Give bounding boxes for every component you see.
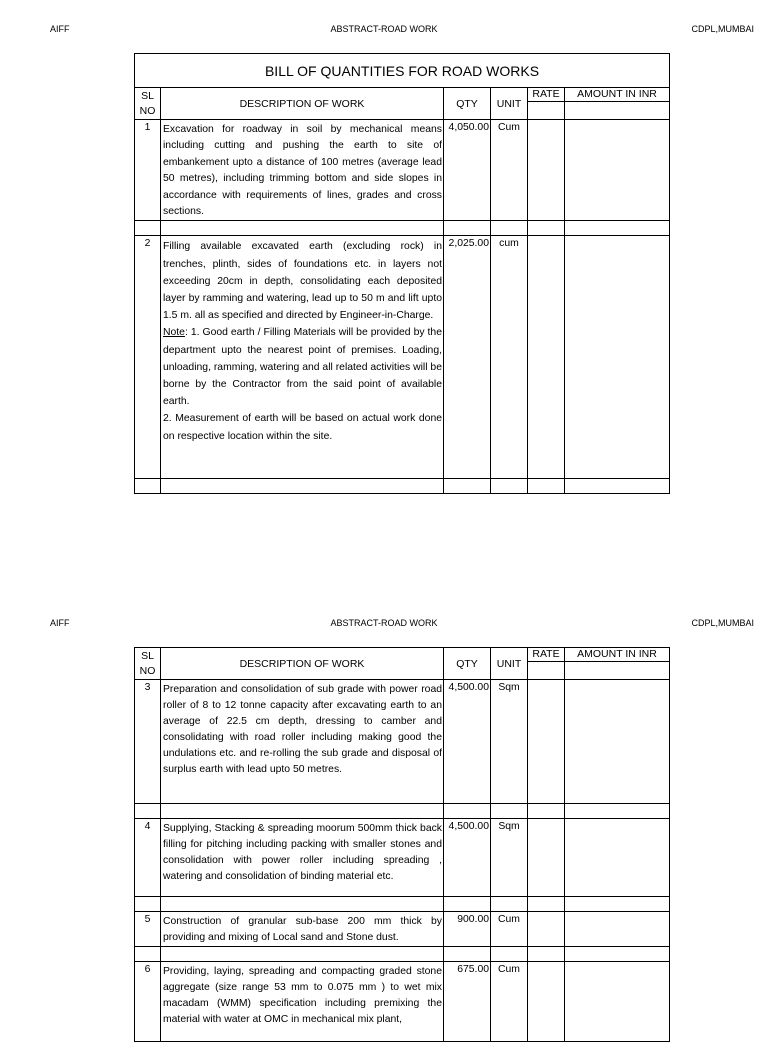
item-sl: 1 bbox=[135, 120, 161, 221]
item-qty: 4,050.00 bbox=[444, 120, 491, 221]
item-unit: Cum bbox=[491, 120, 528, 221]
col-sl-no: SL NO bbox=[135, 648, 161, 680]
header-left: AIFF bbox=[50, 618, 70, 628]
item-description: Providing, laying, spreading and compacting graded stone aggregate (size range 53 mm to 0.075 mm ) to wet mix macadam (WMM) specification including premixing the material with water at OMC in mechanical mix plant, bbox=[161, 962, 444, 1042]
item-sl: 4 bbox=[135, 819, 161, 897]
item-rate bbox=[528, 120, 565, 221]
item-unit: Cum bbox=[491, 912, 528, 947]
item-description: Excavation for roadway in soil by mechanical means including cutting and pushing the earth to site of embankement upto a distance of 100 metres (average lead 50 metres), including trimming bottom and side slopes in accordance with requirements of lines, grades and cross sections. bbox=[161, 120, 444, 221]
col-description: DESCRIPTION OF WORK bbox=[161, 88, 444, 120]
col-sl-no: SL NO bbox=[135, 88, 161, 120]
table-row bbox=[135, 912, 670, 947]
item-rate bbox=[528, 912, 565, 947]
col-qty: QTY bbox=[444, 648, 491, 680]
item-description bbox=[161, 236, 444, 479]
table-row bbox=[135, 120, 670, 221]
col-amount: AMOUNT IN INR bbox=[565, 88, 670, 102]
table-row bbox=[135, 680, 670, 804]
item-rate bbox=[528, 680, 565, 804]
item-description: Construction of granular sub-base 200 mm thick by providing and mixing of Local sand and Stone dust. bbox=[161, 912, 444, 947]
item-unit: Sqm bbox=[491, 680, 528, 804]
item-qty: 4,500.00 bbox=[444, 680, 491, 804]
header-right: CDPL,MUMBAI bbox=[691, 24, 754, 34]
boq-table-page-1 bbox=[134, 53, 670, 494]
item-sl: 5 bbox=[135, 912, 161, 947]
header-center: ABSTRACT-ROAD WORK bbox=[330, 618, 438, 628]
item-sl: 2 bbox=[135, 236, 161, 479]
header-left: AIFF bbox=[50, 24, 70, 34]
page-header bbox=[0, 618, 768, 632]
item-qty: 900.00 bbox=[444, 912, 491, 947]
col-rate: RATE bbox=[528, 648, 565, 662]
item-amount bbox=[565, 962, 670, 1042]
item-qty: 2,025.00 bbox=[444, 236, 491, 479]
boq-table-page-2 bbox=[134, 647, 670, 1042]
col-rate: RATE bbox=[528, 88, 565, 102]
table-row bbox=[135, 819, 670, 897]
item-description: Preparation and consolidation of sub grade with power road roller of 8 to 12 tonne capacity after excavating earth to an average of 22.5 cm depth, dressing to camber and consolidating with road roller including making good the undulations etc. and re-rolling the sub grade and disposal of surplus earth with lead upto 50 metres. bbox=[161, 680, 444, 804]
item-description: Supplying, Stacking & spreading moorum 500mm thick back filling for pitching including packing with smaller stones and consolidation with power roller including spreading , watering and consolidation of binding material etc. bbox=[161, 819, 444, 897]
col-amount: AMOUNT IN INR bbox=[565, 648, 670, 662]
item-note-2: 2. Measurement of earth will be based on actual work done on respective location within the site. bbox=[163, 413, 442, 442]
item-amount bbox=[565, 236, 670, 479]
col-unit: UNIT bbox=[491, 648, 528, 680]
note-label: Note bbox=[163, 327, 185, 339]
note-text: : 1. Good earth / Filling Materials will be provided by the department upto the nearest point of premises. Loading, unloading, ramming, watering and all related activities will be borne by the Contractor from the said point of available earth. bbox=[163, 327, 442, 408]
col-description: DESCRIPTION OF WORK bbox=[161, 648, 444, 680]
item-unit: Sqm bbox=[491, 819, 528, 897]
item-amount bbox=[565, 819, 670, 897]
table-row bbox=[135, 236, 670, 479]
item-note bbox=[163, 324, 442, 410]
column-header-row bbox=[135, 88, 670, 102]
item-qty: 4,500.00 bbox=[444, 819, 491, 897]
col-unit: UNIT bbox=[491, 88, 528, 120]
column-header-row bbox=[135, 648, 670, 662]
item-description-main: Filling available excavated earth (excluding rock) in trenches, plinth, sides of foundations etc. in layers not exceeding 20cm in depth, consolidating each deposited layer by ramming and watering, lead up to 50 m and lift upto 1.5 m. all as specified and directed by Engineer-in-Charge. bbox=[163, 241, 442, 322]
item-unit: Cum bbox=[491, 962, 528, 1042]
header-right: CDPL,MUMBAI bbox=[691, 618, 754, 628]
item-unit: cum bbox=[491, 236, 528, 479]
item-sl: 6 bbox=[135, 962, 161, 1042]
page-header bbox=[0, 24, 768, 38]
item-amount bbox=[565, 912, 670, 947]
item-amount bbox=[565, 120, 670, 221]
header-center: ABSTRACT-ROAD WORK bbox=[330, 24, 438, 34]
item-amount bbox=[565, 680, 670, 804]
document-title: BILL OF QUANTITIES FOR ROAD WORKS bbox=[135, 54, 670, 88]
item-sl: 3 bbox=[135, 680, 161, 804]
item-rate bbox=[528, 236, 565, 479]
col-qty: QTY bbox=[444, 88, 491, 120]
table-row bbox=[135, 962, 670, 1042]
item-qty: 675.00 bbox=[444, 962, 491, 1042]
item-rate bbox=[528, 962, 565, 1042]
item-rate bbox=[528, 819, 565, 897]
